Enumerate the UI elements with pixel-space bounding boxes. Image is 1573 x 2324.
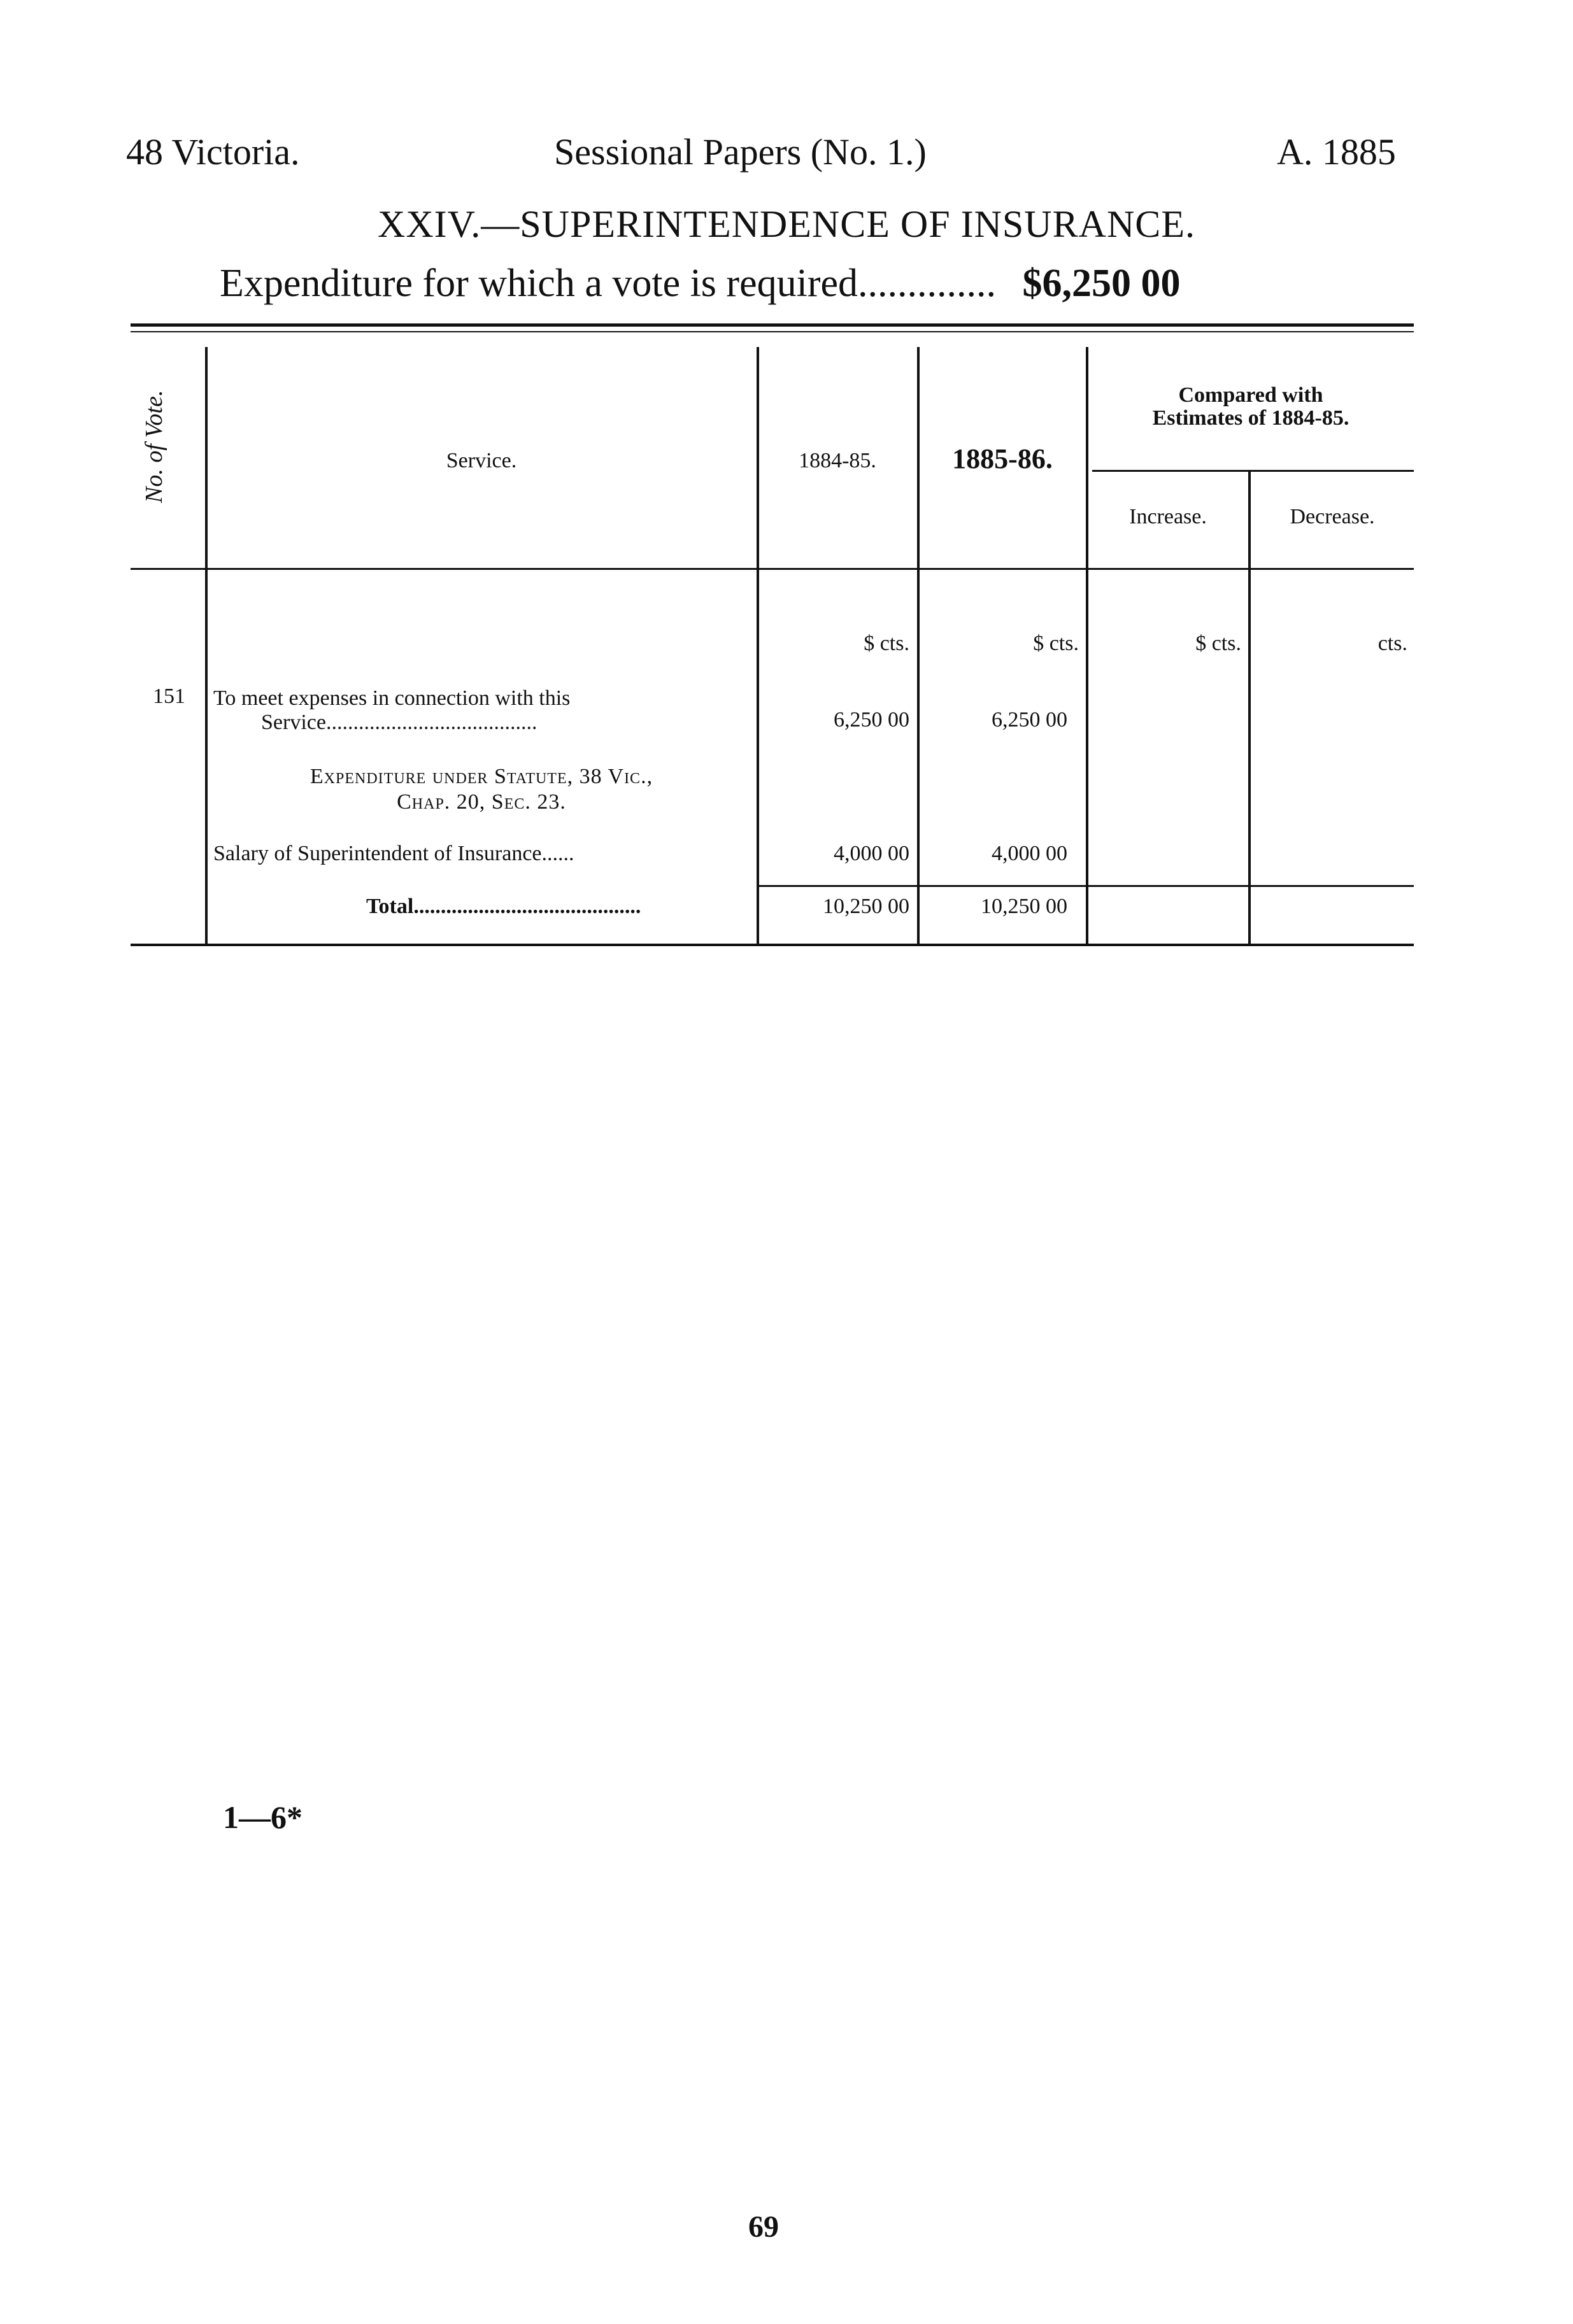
total-year-1884: 10,250 00 bbox=[823, 895, 909, 918]
salary-service: Salary of Superintendent of Insurance...... bbox=[213, 842, 574, 865]
header-bottom-rule bbox=[131, 568, 1414, 570]
header-compared-line2: Estimates of 1884-85. bbox=[1152, 406, 1349, 430]
row-151-vote: 151 bbox=[153, 684, 185, 708]
expenditure-label: Expenditure for which a vote is required.............. bbox=[220, 262, 996, 305]
header-service: Service. bbox=[446, 449, 517, 472]
statute-heading-line2: Chap. 20, Sec. 23. bbox=[397, 790, 566, 814]
header-increase: Increase. bbox=[1129, 505, 1207, 528]
table-top-rule-thick bbox=[131, 323, 1414, 327]
header-year-1884: 1884-85. bbox=[799, 449, 876, 472]
column-line-vote bbox=[205, 347, 208, 944]
column-line-increase bbox=[1248, 472, 1251, 944]
statute-heading-line1: Expenditure under Statute, 38 Vic., bbox=[310, 765, 653, 788]
header-compared-line1: Compared with bbox=[1178, 383, 1323, 407]
unit-year-1884: $ cts. bbox=[864, 632, 909, 655]
header-left: 48 Victoria. bbox=[126, 131, 300, 173]
header-center: Sessional Papers (No. 1.) bbox=[554, 131, 927, 173]
unit-year-1885: $ cts. bbox=[1033, 632, 1079, 655]
unit-decrease: cts. bbox=[1377, 632, 1407, 655]
row-151-year-1884: 6,250 00 bbox=[834, 708, 909, 732]
total-label: Total.......................................... bbox=[366, 895, 641, 918]
salary-year-1885: 4,000 00 bbox=[992, 842, 1067, 865]
page-number: 69 bbox=[748, 2210, 779, 2244]
table-top-rule-thin bbox=[131, 331, 1414, 332]
total-year-1885: 10,250 00 bbox=[981, 895, 1067, 918]
header-decrease: Decrease. bbox=[1290, 505, 1375, 528]
statute-heading bbox=[208, 764, 755, 815]
compared-divider-rule bbox=[1092, 470, 1414, 472]
expenditure-amount: $6,250 00 bbox=[1022, 262, 1181, 305]
salary-year-1884: 4,000 00 bbox=[834, 842, 909, 865]
header-year-1885: 1885-86. bbox=[952, 443, 1053, 474]
table-bottom-rule bbox=[131, 944, 1414, 946]
header-compared bbox=[1088, 384, 1413, 430]
page-title: XXIV.—SUPERINTENDENCE OF INSURANCE. bbox=[378, 203, 1195, 245]
row-151-service-line1: To meet expenses in connection with this bbox=[213, 686, 571, 710]
row-151-service bbox=[213, 686, 755, 735]
header-vote: No. of Vote. bbox=[141, 390, 167, 503]
sheet-mark: 1—6* bbox=[223, 1799, 302, 1835]
header-right: A. 1885 bbox=[1277, 131, 1396, 173]
row-151-year-1885: 6,250 00 bbox=[992, 708, 1067, 732]
expenditure-line bbox=[220, 261, 1181, 306]
row-151-service-line2: Service....................................... bbox=[261, 711, 537, 734]
unit-increase: $ cts. bbox=[1195, 632, 1241, 655]
